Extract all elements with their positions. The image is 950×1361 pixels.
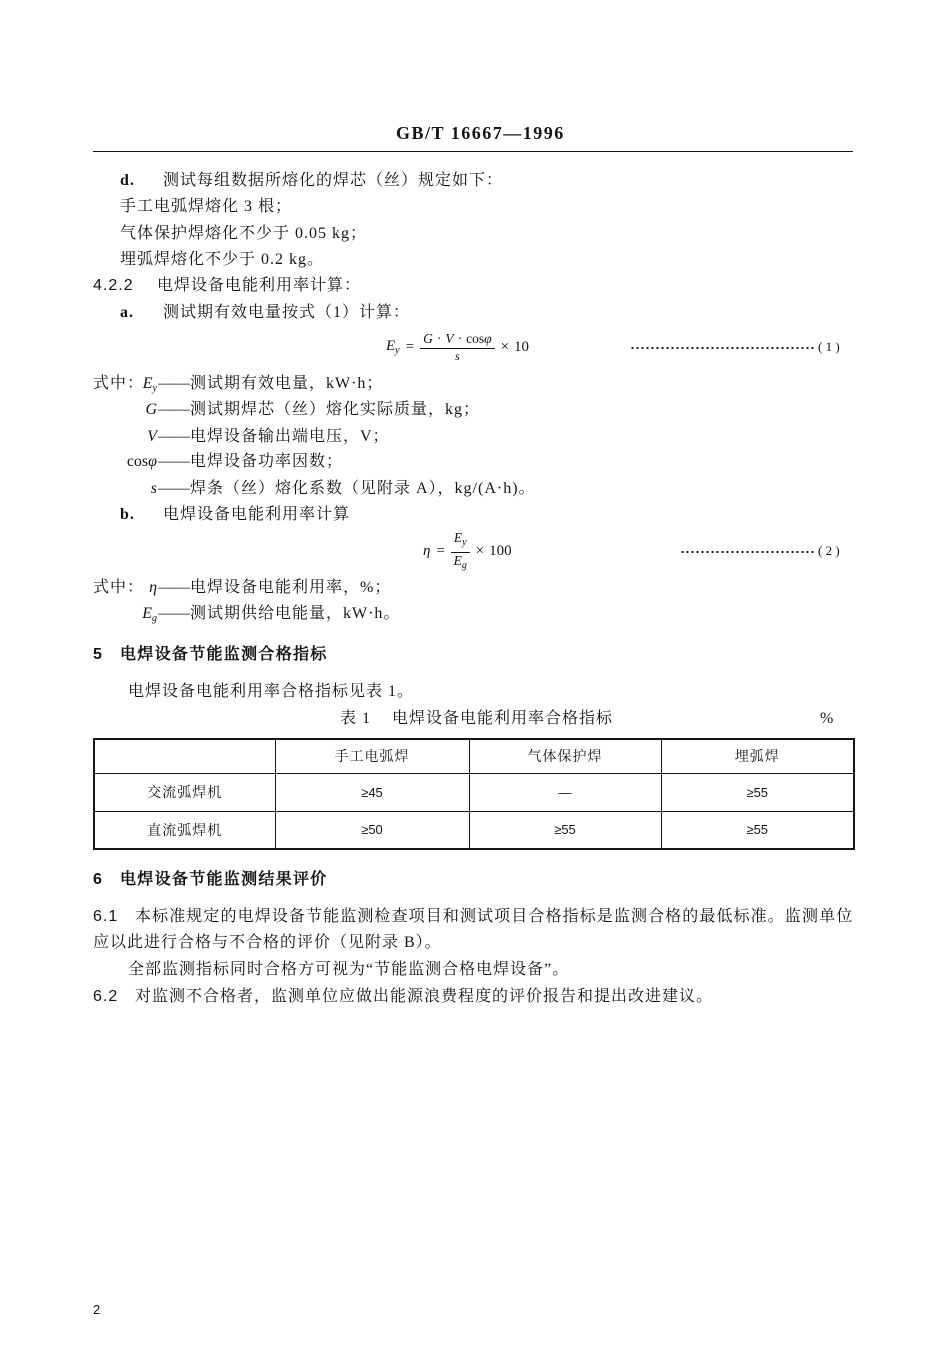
formula-1-number: ( 1 ) <box>818 339 840 354</box>
symbol-e: E <box>142 375 153 392</box>
header-rule <box>93 151 853 152</box>
formula-2-times: × <box>475 542 485 559</box>
symbol-subscript-y: y <box>152 383 157 394</box>
table-cell: ≥50 <box>275 811 469 849</box>
item-b-label: b. <box>120 506 135 523</box>
definition-cosphi-text: 电焊设备功率因数； <box>190 453 344 470</box>
definition-g-text: 测试期焊芯（丝）熔化实际质量，kg； <box>190 401 481 418</box>
section-5-title: 电焊设备节能监测合格指标 <box>120 646 328 663</box>
formula-1-lhs <box>386 338 400 356</box>
symbol-s: s <box>150 480 157 497</box>
table-1-caption <box>0 709 950 729</box>
definition-v-text: 电焊设备输出端电压，V； <box>190 428 390 445</box>
clause-6-1-line-1: 本标准规定的电焊设备节能监测检查项目和测试项目合格指标是监测合格的最低标准。监测单位 <box>135 908 853 925</box>
clause-6-2-text: 对监测不合格者，监测单位应做出能源浪费程度的评价报告和提出改进建议。 <box>135 988 714 1005</box>
formula-1-equals: = <box>405 338 415 355</box>
denominator-subscript-g: g <box>461 559 467 571</box>
standard-code-header: GB/T 16667—1996 <box>396 123 565 143</box>
definition-ey <box>93 374 853 394</box>
numerator-dot-2: · <box>457 330 463 346</box>
formula-2-number: ( 2 ) <box>818 543 840 558</box>
symbol-phi: φ <box>148 453 157 470</box>
item-d-text: 测试每组数据所熔化的焊芯（丝）规定如下： <box>163 172 504 189</box>
section-6-number: 6 <box>93 871 104 888</box>
section-5-heading <box>0 645 950 665</box>
definition-cosphi-symbol <box>93 452 157 472</box>
table-cell: ≥45 <box>275 773 469 811</box>
table-row-label: 直流弧焊机 <box>94 811 275 849</box>
formula-2-eta: η <box>423 542 431 559</box>
definition-eg <box>93 604 853 624</box>
symbol-g: G <box>145 401 157 418</box>
definition-eta <box>93 578 853 598</box>
table-1-caption-number: 表 1 <box>340 710 372 727</box>
formula-1-leader-dots <box>630 346 816 350</box>
numerator-e: E <box>453 529 463 545</box>
section-6-title: 电焊设备节能监测结果评价 <box>120 871 328 888</box>
table-header-empty <box>94 739 275 773</box>
formula-2-leader-dots <box>680 550 816 554</box>
symbol-cos: cos <box>126 453 149 470</box>
definition-s <box>93 479 853 499</box>
item-d <box>0 171 950 191</box>
item-a-label: a. <box>120 304 134 321</box>
where-label: 式中： <box>93 579 145 596</box>
clause-4-2-2-title: 电焊设备电能利用率计算： <box>157 277 362 294</box>
item-d-line-gas: 气体保护焊熔化不少于 0.05 kg； <box>120 225 368 242</box>
definition-dash: —— <box>158 428 190 445</box>
definition-eg-text: 测试期供给电能量，kW·h。 <box>190 605 401 622</box>
numerator-phi: φ <box>484 330 492 346</box>
table-row <box>94 811 854 849</box>
clause-6-1-number: 6.1 <box>93 908 119 925</box>
definition-s-text: 焊条（丝）熔化系数（见附录 A），kg/(A·h)。 <box>190 480 536 497</box>
formula-1-times: × <box>500 338 510 355</box>
definition-v-symbol <box>93 427 157 447</box>
numerator-subscript-y: y <box>462 536 467 548</box>
item-d-line-manual: 手工电弧焊熔化 3 根； <box>120 198 293 215</box>
table-cell: ≥55 <box>661 811 854 849</box>
numerator-dot-1: · <box>436 330 442 346</box>
definition-cosphi <box>93 452 853 472</box>
formula-2-numerator <box>451 530 470 553</box>
section-5-number: 5 <box>93 646 104 663</box>
table-header-row <box>94 739 854 773</box>
table-cell: ≥55 <box>661 773 854 811</box>
definition-dash: —— <box>158 401 190 418</box>
symbol-v: V <box>147 428 157 445</box>
formula-1-factor: 10 <box>514 338 530 355</box>
table-row <box>94 773 854 811</box>
item-d-label: d. <box>120 172 135 189</box>
formula-2 <box>423 529 512 571</box>
definition-dash: —— <box>158 579 190 596</box>
item-b-text: 电焊设备电能利用率计算 <box>163 506 351 523</box>
table-cell: — <box>469 773 661 811</box>
item-a-text: 测试期有效电量按式（1）计算： <box>163 304 411 321</box>
numerator-cos: cos <box>466 330 485 346</box>
formula-1-lhs-symbol: E <box>386 338 396 354</box>
formula-2-factor: 100 <box>489 542 512 559</box>
numerator-v: V <box>445 330 454 346</box>
table-1-caption-title: 电焊设备电能利用率合格指标 <box>392 710 614 727</box>
denominator-s: s <box>454 348 460 363</box>
formula-1-lhs-subscript: y <box>395 345 400 356</box>
item-b <box>0 505 950 525</box>
clause-4-2-2-number: 4.2.2 <box>93 277 134 294</box>
clause-6-2-number: 6.2 <box>93 988 119 1005</box>
clause-4-2-2 <box>0 276 950 296</box>
page-number: 2 <box>93 1302 101 1317</box>
definition-dash: —— <box>158 480 190 497</box>
formula-1-denominator <box>455 349 460 364</box>
definition-eta-symbol <box>93 578 157 598</box>
section-6-paragraph: 全部监测指标同时合格方可视为“节能监测合格电焊设备”。 <box>128 961 570 978</box>
table-header-manual-arc: 手工电弧焊 <box>275 739 469 773</box>
definition-ey-text: 测试期有效电量，kW·h； <box>190 375 384 392</box>
definition-ey-symbol <box>93 374 157 399</box>
formula-1 <box>386 329 529 365</box>
definition-dash: —— <box>158 605 190 622</box>
item-d-line-submerged: 埋弧焊熔化不少于 0.2 kg。 <box>120 251 325 268</box>
definition-dash: —— <box>158 375 190 392</box>
formula-2-lhs <box>423 543 430 560</box>
table-cell: ≥55 <box>469 811 661 849</box>
formula-1-numerator <box>420 331 494 349</box>
definition-g <box>93 400 853 420</box>
definition-v <box>93 427 853 447</box>
table-header-gas-shielded: 气体保护焊 <box>469 739 661 773</box>
formula-2-denominator <box>454 553 467 573</box>
table-row-label: 交流弧焊机 <box>94 773 275 811</box>
clause-6-2 <box>0 987 950 1007</box>
table-1-unit: % <box>820 710 835 727</box>
definition-g-symbol <box>93 400 157 420</box>
symbol-eta: η <box>149 579 157 596</box>
section-5-intro: 电焊设备电能利用率合格指标见表 1。 <box>128 683 415 700</box>
symbol-subscript-g: g <box>152 613 157 624</box>
section-6-heading <box>0 870 950 890</box>
formula-2-fraction <box>451 530 470 573</box>
definition-s-symbol <box>93 479 157 499</box>
definition-eta-text: 电焊设备电能利用率，%； <box>190 579 392 596</box>
definition-dash: —— <box>158 453 190 470</box>
denominator-e: E <box>453 552 462 568</box>
item-a <box>0 303 950 323</box>
clause-6-1 <box>93 907 853 927</box>
formula-2-equals: = <box>436 542 445 559</box>
symbol-e: E <box>142 605 152 622</box>
where-label: 式中： <box>93 375 145 392</box>
table-header-submerged-arc: 埋弧焊 <box>661 739 854 773</box>
definition-eg-symbol <box>93 604 157 629</box>
clause-6-1-line-2: 应以此进行合格与不合格的评价（见附录 B）。 <box>93 934 442 951</box>
table-1 <box>93 738 855 850</box>
numerator-g: G <box>423 330 433 346</box>
formula-1-fraction <box>420 331 494 364</box>
